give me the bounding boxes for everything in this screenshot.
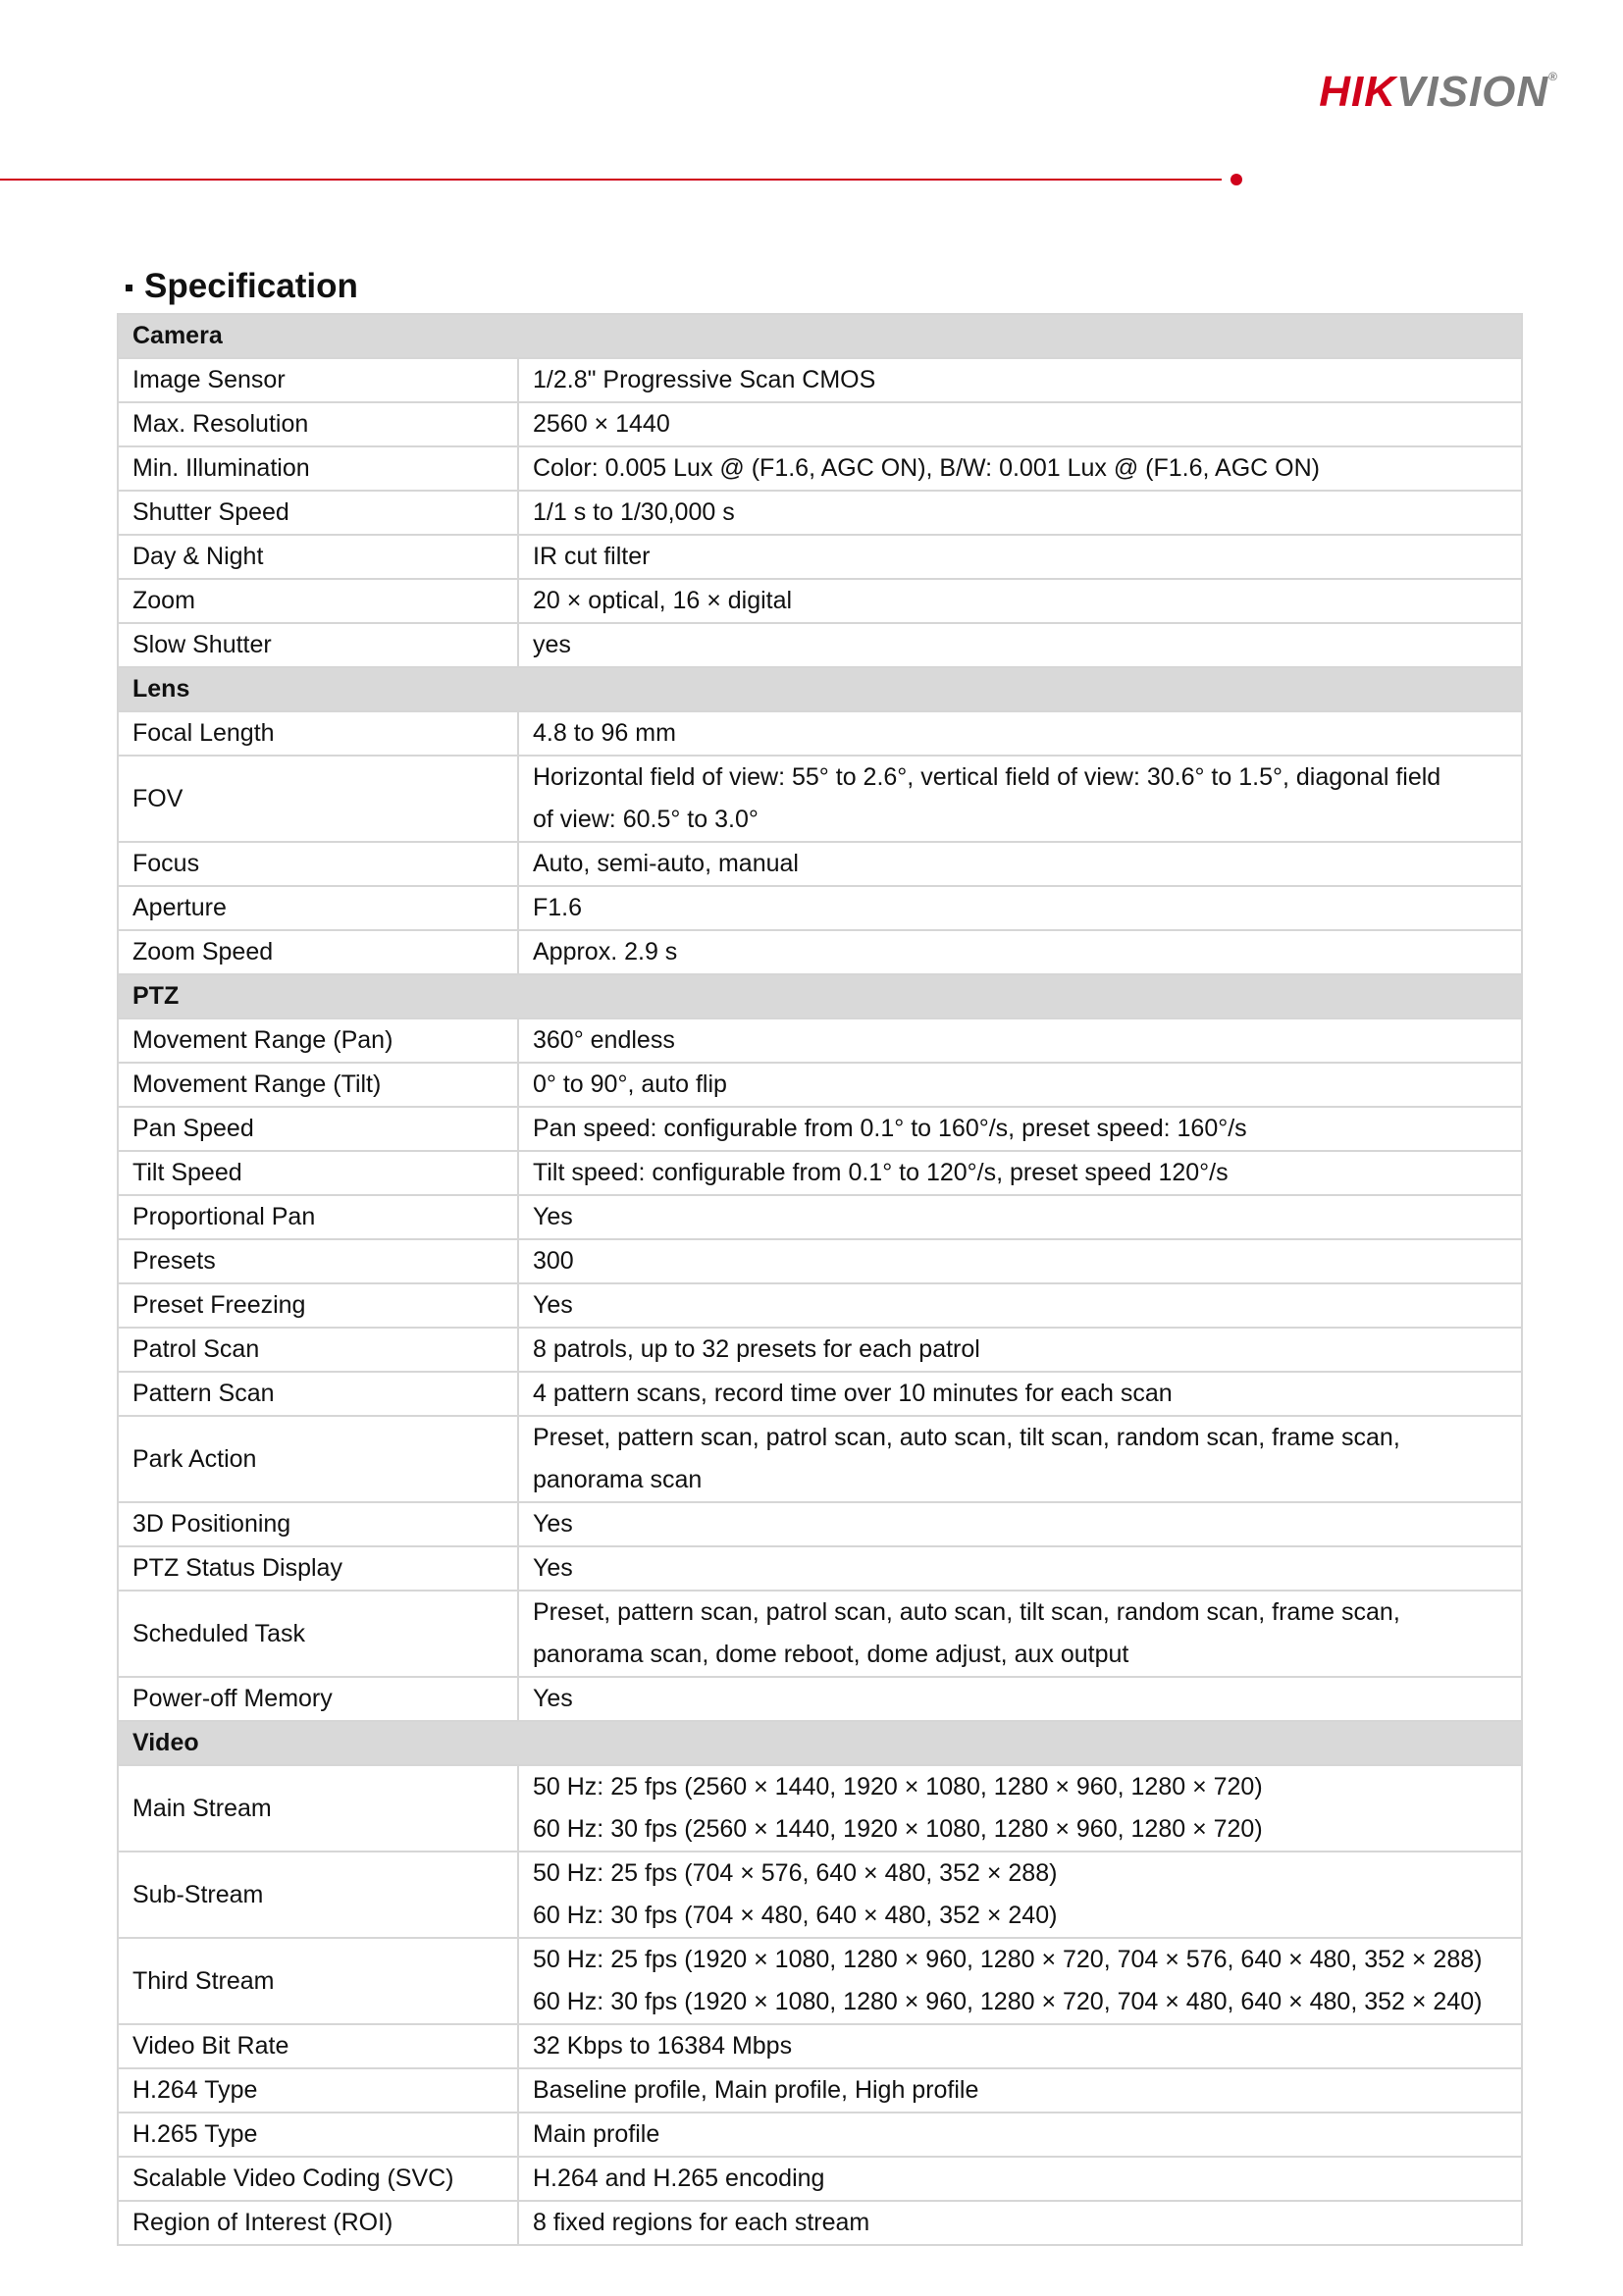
spec-label: Zoom Speed bbox=[118, 930, 518, 974]
spec-label: PTZ Status Display bbox=[118, 1546, 518, 1591]
spec-label: Focal Length bbox=[118, 711, 518, 756]
spec-label: Zoom bbox=[118, 579, 518, 623]
table-row bbox=[118, 579, 1522, 623]
page-title-text: Specification bbox=[144, 267, 358, 305]
table-row bbox=[118, 1852, 1522, 1938]
spec-label: Video Bit Rate bbox=[118, 2024, 518, 2068]
spec-value bbox=[518, 1677, 1522, 1721]
table-row bbox=[118, 1328, 1522, 1372]
spec-value-line: 1/1 s to 1/30,000 s bbox=[533, 498, 735, 526]
table-row bbox=[118, 1151, 1522, 1195]
spec-value-line: 50 Hz: 25 fps (704 × 576, 640 × 480, 352 × 288) bbox=[533, 1859, 1058, 1887]
spec-value bbox=[518, 1151, 1522, 1195]
spec-label: Pan Speed bbox=[118, 1107, 518, 1151]
hikvision-logo bbox=[1319, 68, 1558, 116]
spec-label: Presets bbox=[118, 1239, 518, 1283]
spec-value-line: Auto, semi-auto, manual bbox=[533, 850, 799, 877]
spec-value-line: 20 × optical, 16 × digital bbox=[533, 587, 793, 614]
spec-value bbox=[518, 358, 1522, 402]
spec-label: H.265 Type bbox=[118, 2113, 518, 2157]
table-row bbox=[118, 446, 1522, 491]
spec-value bbox=[518, 2068, 1522, 2113]
spec-value bbox=[518, 886, 1522, 930]
logo-hik: HIK bbox=[1319, 68, 1396, 116]
spec-value bbox=[518, 623, 1522, 667]
spec-value-line: IR cut filter bbox=[533, 543, 651, 570]
spec-value bbox=[518, 1372, 1522, 1416]
spec-value bbox=[518, 2024, 1522, 2068]
table-row bbox=[118, 756, 1522, 842]
table-row bbox=[118, 623, 1522, 667]
section-row-ptz bbox=[118, 974, 1522, 1018]
table-row bbox=[118, 491, 1522, 535]
spec-value-line: Preset, pattern scan, patrol scan, auto scan, tilt scan, random scan, frame scan, bbox=[533, 1598, 1400, 1626]
spec-label: Scalable Video Coding (SVC) bbox=[118, 2157, 518, 2201]
spec-value bbox=[518, 535, 1522, 579]
spec-value bbox=[518, 930, 1522, 974]
spec-value-line: Yes bbox=[533, 1554, 573, 1582]
spec-label: Tilt Speed bbox=[118, 1151, 518, 1195]
spec-value-line: panorama scan, dome reboot, dome adjust, aux output bbox=[533, 1641, 1129, 1668]
table-row bbox=[118, 535, 1522, 579]
table-row bbox=[118, 1938, 1522, 2024]
spec-value-line: H.264 and H.265 encoding bbox=[533, 2165, 825, 2192]
table-row bbox=[118, 1677, 1522, 1721]
logo-vision: VISION bbox=[1396, 68, 1549, 116]
table-row bbox=[118, 886, 1522, 930]
spec-value-line: Main profile bbox=[533, 2120, 660, 2148]
spec-value-line: 50 Hz: 25 fps (1920 × 1080, 1280 × 960, 1280 × 720, 704 × 576, 640 × 480, 352 × 288) bbox=[533, 1946, 1483, 1973]
spec-value-line: Baseline profile, Main profile, High profile bbox=[533, 2076, 979, 2104]
spec-value bbox=[518, 1107, 1522, 1151]
spec-label: Scheduled Task bbox=[118, 1591, 518, 1677]
spec-value bbox=[518, 2201, 1522, 2245]
spec-value bbox=[518, 1063, 1522, 1107]
spec-value bbox=[518, 1938, 1522, 2024]
spec-value-line: 2560 × 1440 bbox=[533, 410, 670, 438]
table-row bbox=[118, 358, 1522, 402]
table-row bbox=[118, 711, 1522, 756]
table-row bbox=[118, 1591, 1522, 1677]
spec-value-line: Yes bbox=[533, 1291, 573, 1319]
title-bullet-icon bbox=[126, 285, 132, 291]
spec-value-line: 32 Kbps to 16384 Mbps bbox=[533, 2032, 793, 2060]
spec-label: Slow Shutter bbox=[118, 623, 518, 667]
spec-value bbox=[518, 491, 1522, 535]
spec-value-line: Preset, pattern scan, patrol scan, auto scan, tilt scan, random scan, frame scan, bbox=[533, 1424, 1400, 1451]
spec-value-line: 0° to 90°, auto flip bbox=[533, 1070, 727, 1098]
spec-label: 3D Positioning bbox=[118, 1502, 518, 1546]
spec-value-line: 300 bbox=[533, 1247, 574, 1275]
spec-value bbox=[518, 1239, 1522, 1283]
spec-label: Sub-Stream bbox=[118, 1852, 518, 1938]
table-row bbox=[118, 2113, 1522, 2157]
spec-value bbox=[518, 402, 1522, 446]
spec-label: Shutter Speed bbox=[118, 491, 518, 535]
spec-value-line: Yes bbox=[533, 1685, 573, 1712]
specification-table bbox=[117, 313, 1523, 2246]
spec-label: Aperture bbox=[118, 886, 518, 930]
spec-label: Max. Resolution bbox=[118, 402, 518, 446]
spec-value-line: 1/2.8" Progressive Scan CMOS bbox=[533, 366, 876, 393]
spec-label: Main Stream bbox=[118, 1765, 518, 1852]
spec-label: H.264 Type bbox=[118, 2068, 518, 2113]
spec-value bbox=[518, 579, 1522, 623]
spec-value bbox=[518, 2113, 1522, 2157]
spec-value bbox=[518, 1765, 1522, 1852]
spec-label: Movement Range (Tilt) bbox=[118, 1063, 518, 1107]
table-row bbox=[118, 2024, 1522, 2068]
spec-label: Patrol Scan bbox=[118, 1328, 518, 1372]
specification-table-body bbox=[118, 314, 1522, 2245]
spec-value-line: of view: 60.5° to 3.0° bbox=[533, 806, 759, 833]
table-row bbox=[118, 402, 1522, 446]
spec-value-line: 50 Hz: 25 fps (2560 × 1440, 1920 × 1080, 1280 × 960, 1280 × 720) bbox=[533, 1773, 1263, 1800]
table-row bbox=[118, 1372, 1522, 1416]
spec-value bbox=[518, 1416, 1522, 1502]
section-row-video bbox=[118, 1721, 1522, 1765]
spec-value-line: panorama scan bbox=[533, 1466, 703, 1493]
spec-value bbox=[518, 1852, 1522, 1938]
header-divider-line bbox=[0, 179, 1222, 181]
table-row bbox=[118, 2201, 1522, 2245]
spec-value-line: Yes bbox=[533, 1203, 573, 1230]
spec-value-line: 360° endless bbox=[533, 1026, 675, 1054]
spec-label: Park Action bbox=[118, 1416, 518, 1502]
table-row bbox=[118, 2068, 1522, 2113]
spec-value bbox=[518, 1328, 1522, 1372]
section-heading: Lens bbox=[118, 667, 1522, 711]
spec-value-line: yes bbox=[533, 631, 571, 658]
spec-label: Focus bbox=[118, 842, 518, 886]
spec-label: Third Stream bbox=[118, 1938, 518, 2024]
spec-value bbox=[518, 446, 1522, 491]
section-row-lens bbox=[118, 667, 1522, 711]
spec-value bbox=[518, 842, 1522, 886]
spec-value-line: Pan speed: configurable from 0.1° to 160°/s, preset speed: 160°/s bbox=[533, 1115, 1247, 1142]
spec-value-line: Tilt speed: configurable from 0.1° to 120°/s, preset speed 120°/s bbox=[533, 1159, 1229, 1186]
table-row bbox=[118, 1283, 1522, 1328]
spec-label: Day & Night bbox=[118, 535, 518, 579]
spec-value bbox=[518, 1591, 1522, 1677]
spec-value-line: 60 Hz: 30 fps (2560 × 1440, 1920 × 1080, 1280 × 960, 1280 × 720) bbox=[533, 1815, 1263, 1843]
section-heading: Video bbox=[118, 1721, 1522, 1765]
spec-value bbox=[518, 1546, 1522, 1591]
spec-value bbox=[518, 2157, 1522, 2201]
spec-label: Min. Illumination bbox=[118, 446, 518, 491]
table-row bbox=[118, 1195, 1522, 1239]
table-row bbox=[118, 1239, 1522, 1283]
spec-value-line: F1.6 bbox=[533, 894, 583, 921]
spec-label: Image Sensor bbox=[118, 358, 518, 402]
table-row bbox=[118, 1546, 1522, 1591]
table-row bbox=[118, 1765, 1522, 1852]
spec-value bbox=[518, 756, 1522, 842]
spec-value-line: 8 fixed regions for each stream bbox=[533, 2209, 870, 2236]
spec-value-line: Horizontal field of view: 55° to 2.6°, vertical field of view: 30.6° to 1.5°, diagonal field bbox=[533, 763, 1441, 791]
spec-label: FOV bbox=[118, 756, 518, 842]
table-row bbox=[118, 1018, 1522, 1063]
section-heading: Camera bbox=[118, 314, 1522, 358]
table-row bbox=[118, 1502, 1522, 1546]
spec-value bbox=[518, 1195, 1522, 1239]
header-divider-dot bbox=[1230, 174, 1242, 185]
spec-value bbox=[518, 1018, 1522, 1063]
logo-registered-mark: ® bbox=[1548, 70, 1558, 83]
table-row bbox=[118, 930, 1522, 974]
spec-value-line: 60 Hz: 30 fps (704 × 480, 640 × 480, 352 × 240) bbox=[533, 1902, 1058, 1929]
spec-value bbox=[518, 1502, 1522, 1546]
spec-label: Power-off Memory bbox=[118, 1677, 518, 1721]
spec-label: Proportional Pan bbox=[118, 1195, 518, 1239]
spec-value-line: 60 Hz: 30 fps (1920 × 1080, 1280 × 960, 1280 × 720, 704 × 480, 640 × 480, 352 × 240) bbox=[533, 1988, 1483, 2015]
spec-value-line: 8 patrols, up to 32 presets for each patrol bbox=[533, 1335, 980, 1363]
table-row bbox=[118, 1107, 1522, 1151]
spec-value-line: Color: 0.005 Lux @ (F1.6, AGC ON), B/W: 0.001 Lux @ (F1.6, AGC ON) bbox=[533, 454, 1320, 482]
spec-value-line: Approx. 2.9 s bbox=[533, 938, 678, 965]
spec-value-line: Yes bbox=[533, 1510, 573, 1538]
spec-label: Pattern Scan bbox=[118, 1372, 518, 1416]
spec-value-line: 4 pattern scans, record time over 10 minutes for each scan bbox=[533, 1380, 1173, 1407]
section-row-camera bbox=[118, 314, 1522, 358]
spec-value-line: 4.8 to 96 mm bbox=[533, 719, 676, 747]
page-title bbox=[126, 267, 358, 306]
table-row bbox=[118, 1063, 1522, 1107]
table-row bbox=[118, 1416, 1522, 1502]
table-row bbox=[118, 2157, 1522, 2201]
section-heading: PTZ bbox=[118, 974, 1522, 1018]
spec-label: Movement Range (Pan) bbox=[118, 1018, 518, 1063]
spec-value bbox=[518, 1283, 1522, 1328]
table-row bbox=[118, 842, 1522, 886]
spec-label: Preset Freezing bbox=[118, 1283, 518, 1328]
spec-value bbox=[518, 711, 1522, 756]
spec-label: Region of Interest (ROI) bbox=[118, 2201, 518, 2245]
